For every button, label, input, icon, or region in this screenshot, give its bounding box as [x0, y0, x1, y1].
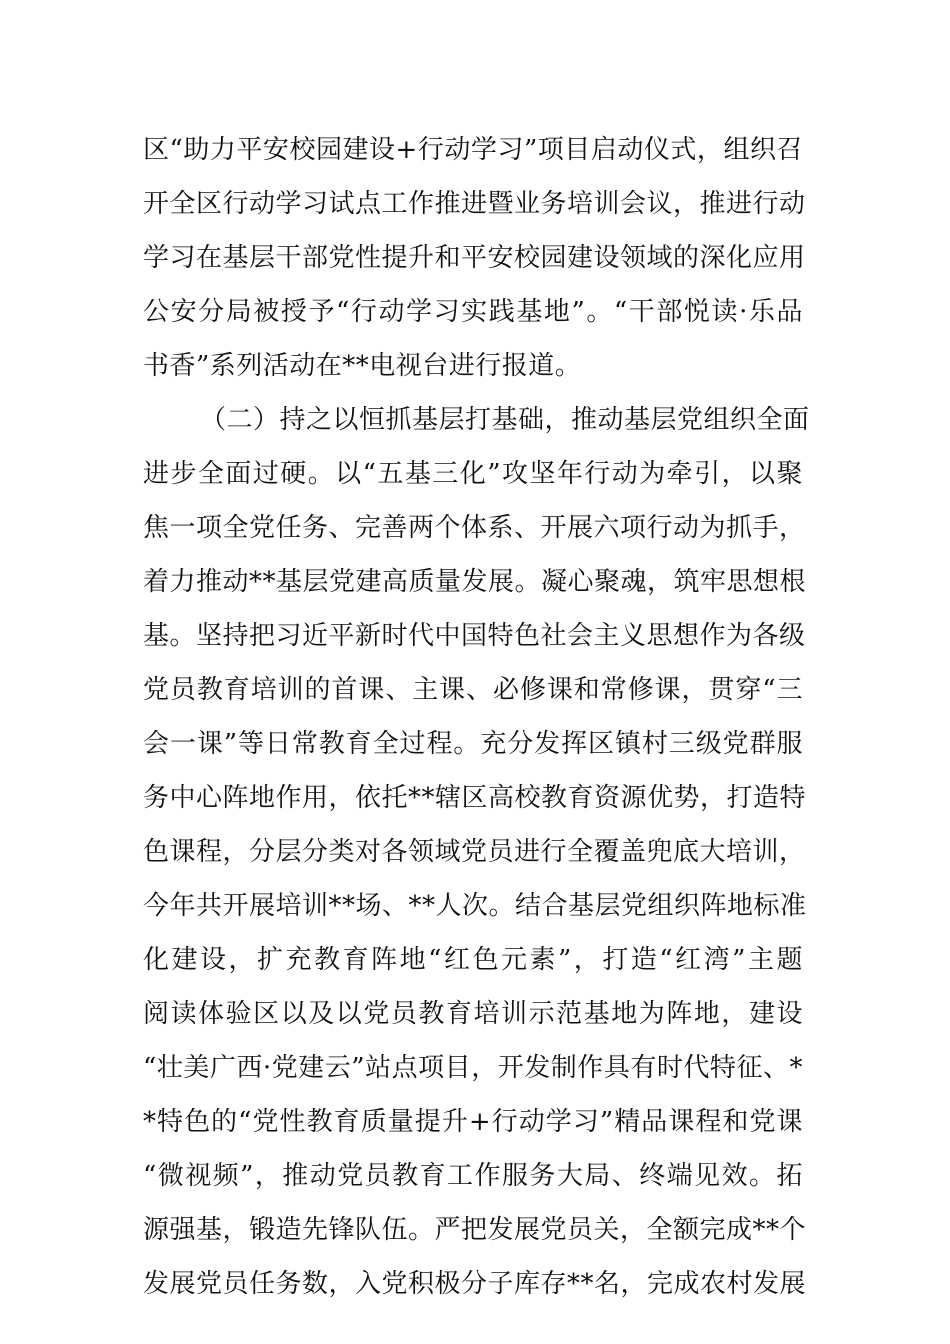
- text-line-2: 开全区行动学习试点工作推进暨业务培训会议，推进行动: [143, 189, 806, 219]
- text-line-10: 基。坚持把习近平新时代中国特色社会主义思想作为各级: [143, 621, 806, 651]
- text-line-21: 源强基，锻造先锋队伍。严把发展党员关，全额完成**个: [143, 1215, 807, 1245]
- text-line-1: 区“助力平安校园建设+行动学习”项目启动仪式，组织召: [143, 135, 803, 165]
- text-line-22: 发展党员任务数，入党积极分子库存**名，完成农村发展: [143, 1269, 807, 1299]
- text-line-8: 焦一项全党任务、完善两个体系、开展六项行动为抓手，: [143, 513, 806, 543]
- text-line-13: 务中心阵地作用，依托**辖区高校教育资源优势，打造特: [143, 783, 807, 813]
- text-line-9: 着力推动**基层党建高质量发展。凝心聚魂，筑牢思想根: [143, 567, 807, 597]
- text-line-11: 党员教育培训的首课、主课、必修课和常修课，贯穿“三: [143, 675, 803, 705]
- section-heading-line: （二）持之以恒抓基层打基础，推动基层党组织全面: [200, 405, 810, 435]
- text-line-17: 阅读体验区以及以党员教育培训示范基地为阵地，建设: [143, 999, 803, 1029]
- text-line-12: 会一课”等日常教育全过程。充分发挥区镇村三级党群服: [143, 729, 803, 759]
- text-line-15: 今年共开展培训**场、**人次。结合基层党组织阵地标准: [143, 891, 807, 921]
- text-line-16: 化建设，扩充教育阵地“红色元素”，打造“红湾”主题: [143, 945, 803, 975]
- text-line-3: 学习在基层干部党性提升和平安校园建设领域的深化应用: [143, 243, 806, 273]
- text-line-19: *特色的“党性教育质量提升+行动学习”精品课程和党课: [143, 1107, 803, 1137]
- text-line-7: 进步全面过硬。以“五基三化”攻坚年行动为牵引，以聚: [143, 459, 803, 489]
- text-line-18: “壮美广西·党建云”站点项目，开发制作具有时代特征、*: [143, 1053, 803, 1083]
- text-line-4: 公安分局被授予“行动学习实践基地”。“干部悦读·乐品: [143, 297, 803, 327]
- text-line-5: 书香”系列活动在**电视台进行报道。: [143, 351, 582, 381]
- text-line-14: 色课程，分层分类对各领域党员进行全覆盖兜底大培训，: [143, 837, 806, 867]
- text-line-20: “微视频”，推动党员教育工作服务大局、终端见效。拓: [143, 1161, 803, 1191]
